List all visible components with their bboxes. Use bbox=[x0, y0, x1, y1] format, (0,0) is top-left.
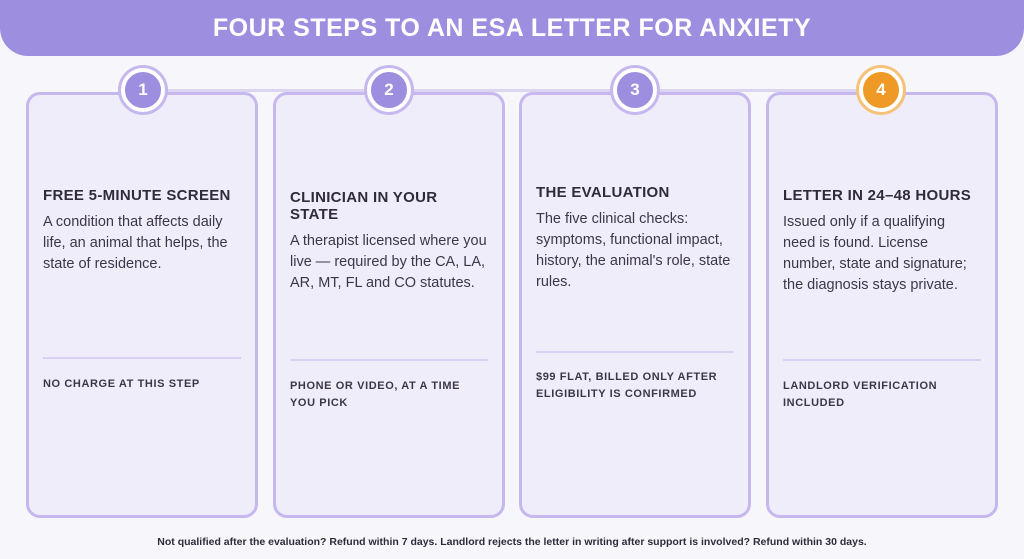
step-4-title: LETTER IN 24–48 HOURS bbox=[783, 186, 972, 204]
step-2-divider bbox=[290, 359, 488, 361]
step-1-note: NO CHARGE AT THIS STEP bbox=[43, 378, 200, 390]
step-3-card bbox=[519, 92, 751, 518]
step-4-divider bbox=[783, 359, 981, 361]
step-2-card bbox=[273, 92, 505, 518]
step-3-description: The five clinical checks: symptoms, functional impact, history, the animal's role, state rules. bbox=[536, 210, 731, 290]
step-4-description: Issued only if a qualifying need is found. License number, state and signature; the diagnosis stays private. bbox=[783, 213, 967, 293]
step-1-divider bbox=[43, 357, 241, 359]
step-3-divider bbox=[536, 351, 734, 353]
step-2-title: CLINICIAN IN YOUR STATE bbox=[290, 188, 438, 223]
header-banner bbox=[0, 0, 1024, 56]
page-title: FOUR STEPS TO AN ESA LETTER FOR ANXIETY bbox=[212, 13, 812, 42]
step-3-badge: 3 bbox=[613, 68, 657, 112]
step-4-card bbox=[766, 92, 998, 518]
step-1-title: FREE 5-MINUTE SCREEN bbox=[43, 187, 231, 204]
step-4-badge: 4 bbox=[859, 68, 903, 112]
step-2-note: PHONE OR VIDEO, AT A TIME YOU PICK bbox=[290, 380, 461, 409]
step-1-description: A condition that affects daily life, an animal that helps, the state of residence. bbox=[43, 214, 228, 272]
step-4-note: LANDLORD VERIFICATION INCLUDED bbox=[783, 380, 938, 409]
step-connector-line bbox=[140, 89, 884, 92]
step-2-description: A therapist licensed where you live — required by the CA, LA, AR, MT, FL and CO statutes. bbox=[290, 232, 487, 291]
step-1-badge: 1 bbox=[121, 68, 165, 112]
refund-footnote: Not qualified after the evaluation? Refund within 7 days. Landlord rejects the letter in writing after support is involved? Refund within 30 days. bbox=[157, 536, 867, 548]
step-3-title: THE EVALUATION bbox=[536, 183, 670, 201]
step-1-card bbox=[26, 92, 258, 518]
step-3-note: $99 FLAT, BILLED ONLY AFTER ELIGIBILITY IS CONFIRMED bbox=[536, 371, 718, 400]
step-2-badge: 2 bbox=[367, 68, 411, 112]
